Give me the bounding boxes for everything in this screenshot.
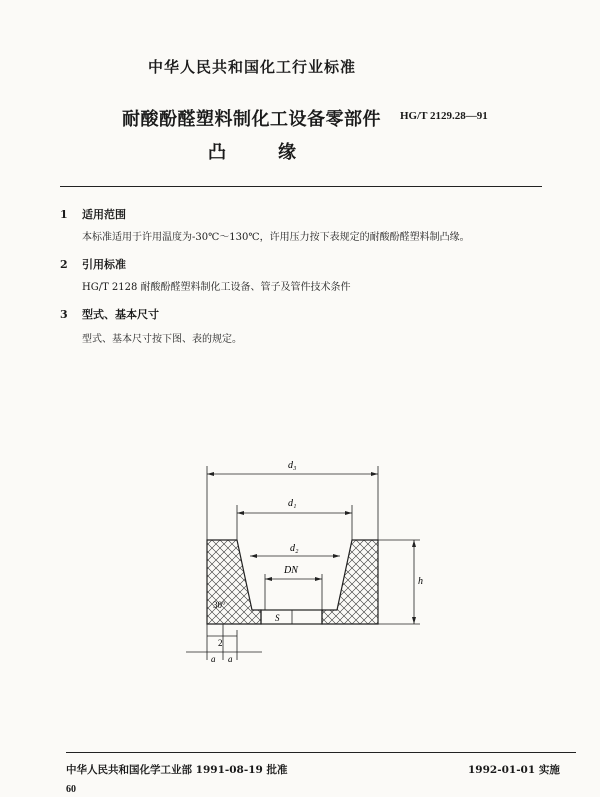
d2-arrow-right (333, 554, 340, 558)
section-3-title: 型式、基本尺寸 (82, 308, 159, 321)
d1-arrow-left (237, 511, 244, 515)
label-two: 2 (218, 638, 223, 648)
label-d1: d₁ (288, 498, 297, 509)
flange-seat (261, 610, 322, 624)
d2-arrow-left (250, 554, 257, 558)
footer-rule (66, 752, 576, 753)
section-1-title: 适用范围 (82, 208, 126, 221)
standard-subtitle: 凸缘 (208, 142, 348, 163)
label-s: S (275, 613, 280, 623)
h-arrow-bottom (412, 617, 416, 624)
section-1-number: 1 (60, 208, 68, 221)
flange-section-right (322, 540, 378, 624)
section-3-body: 型式、基本尺寸按下图、表的规定。 (82, 334, 242, 345)
section-3-number: 3 (60, 308, 68, 321)
label-dn: DN (284, 565, 298, 576)
dn-arrow-left (265, 577, 272, 581)
section-2-body: HG/T 2128 耐酸酚醛塑料制化工设备、管子及管件技术条件 (82, 282, 351, 293)
h-arrow-top (412, 540, 416, 547)
label-d2: d₂ (290, 543, 299, 554)
d1-arrow-right (345, 511, 352, 515)
approval-line: 中华人民共和国化学工业部 1991-08-19 批准 (66, 764, 288, 776)
d3-arrow-left (207, 472, 214, 476)
page-number: 60 (66, 784, 76, 795)
implementation-date: 1992-01-01 实施 (468, 764, 560, 776)
standard-code: HG/T 2129.28—91 (400, 110, 488, 122)
section-1-body: 本标准适用于许用温度为-30℃～130℃，许用压力按下表规定的耐酸酚醛塑料制凸缘。 (82, 232, 470, 243)
section-2-number: 2 (60, 258, 68, 271)
dn-arrow-right (315, 577, 322, 581)
section-2-title: 引用标准 (82, 258, 126, 271)
label-a-right: a (228, 654, 233, 664)
d3-arrow-right (371, 472, 378, 476)
label-h: h (418, 576, 423, 587)
flange-section-left (207, 540, 261, 624)
issuer-line: 中华人民共和国化工行业标准 (148, 58, 357, 76)
label-d3: d₃ (288, 460, 297, 471)
label-a-left: a (211, 654, 216, 664)
label-angle: 30° (213, 600, 226, 610)
standard-title: 耐酸酚醛塑料制化工设备零部件 (122, 109, 381, 130)
